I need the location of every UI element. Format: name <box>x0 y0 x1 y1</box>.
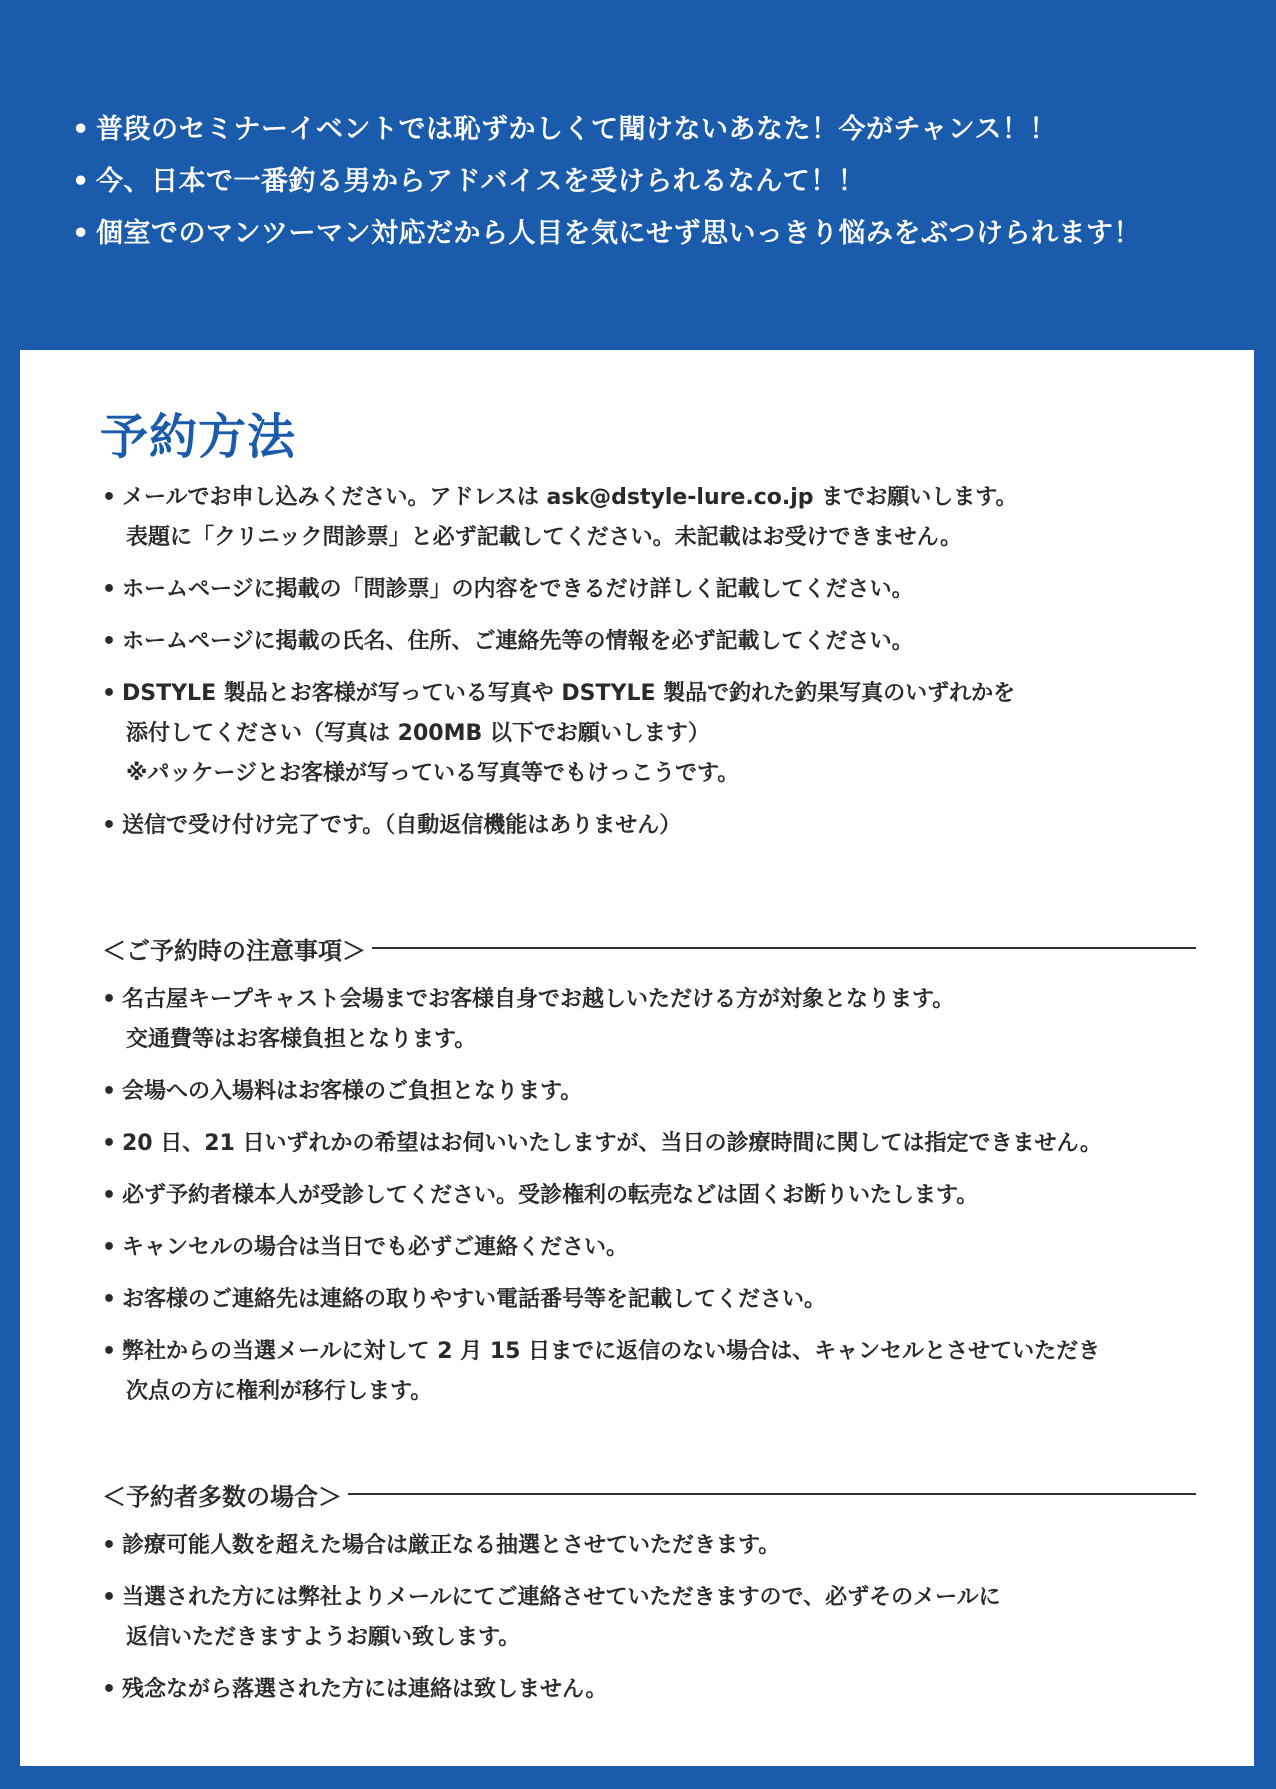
list-item-text: 必ず予約者様本人が受診してください。受診権利の転売などは固くお断りいたします。 <box>122 1183 979 1208</box>
list-item-text: 弊社からの当選メールに対して 2 月 15 日までに返信のない場合は、キャンセルとさせていただき <box>122 1339 1101 1364</box>
heading-rule <box>348 1493 1196 1495</box>
list-item <box>102 1124 1202 1164</box>
top-bullet-list <box>72 104 1252 260</box>
notes-list <box>102 980 1202 1424</box>
many-heading <box>102 1474 1196 1514</box>
list-item-text: 表題に「クリニック問診票」と必ず記載してください。未記載はお受けできません。 <box>126 525 963 550</box>
top-bullet-text: 今、日本で一番釣る男からアドバイスを受けられるなんて！！ <box>96 166 866 197</box>
list-item <box>102 1578 1202 1658</box>
list-item-text: ※パッケージとお客様が写っている写真等でもけっこうです。 <box>126 761 740 786</box>
list-item <box>102 1332 1202 1412</box>
top-bullet-text: 普段のセミナーイベントでは恥ずかしくて聞けないあなた！今がチャンス！！ <box>96 114 1057 145</box>
section-heading-label: ＜ご予約時の注意事項＞ <box>102 936 366 965</box>
page-title: 予約方法 <box>100 409 297 465</box>
list-item-text: 送信で受け付け完了です。（自動返信機能はありません） <box>122 813 682 838</box>
heading-rule <box>372 947 1196 949</box>
list-item-text: キャンセルの場合は当日でも必ずご連絡ください。 <box>122 1235 629 1260</box>
bullet-mark: • <box>102 577 117 602</box>
bullet-mark: • <box>102 1533 117 1558</box>
list-item-text: 返信いただきますようお願い致します。 <box>126 1625 521 1650</box>
bullet-mark: • <box>102 1287 117 1312</box>
list-item-text: 20 日、21 日いずれかの希望はお伺いいたしますが、当日の診療時間に関しては指定できません。 <box>122 1131 1102 1156</box>
bullet-mark: • <box>102 629 117 654</box>
reservation-panel <box>20 350 1254 1766</box>
bullet-mark: • <box>72 166 90 197</box>
bullet-mark: • <box>102 1235 117 1260</box>
bullet-mark: • <box>72 218 90 249</box>
list-item <box>102 1228 1202 1268</box>
bullet-mark: • <box>102 813 117 838</box>
list-item-text: 添付してください（写真は 200MB 以下でお願いします） <box>126 721 710 746</box>
list-item-text: 当選された方には弊社よりメールにてご連絡させていただきますので、必ずそのメールに <box>122 1585 1001 1610</box>
list-item <box>102 1670 1202 1710</box>
list-item <box>102 1280 1202 1320</box>
bullet-mark: • <box>102 681 117 706</box>
method-list <box>102 478 1202 858</box>
list-item-text: 交通費等はお客様負担となります。 <box>126 1027 477 1052</box>
list-item <box>102 1526 1202 1566</box>
section-heading-label: ＜予約者多数の場合＞ <box>102 1482 342 1511</box>
list-item-text: 診療可能人数を超えた場合は厳正なる抽選とさせていただきます。 <box>122 1533 781 1558</box>
list-item-text: 会場への入場料はお客様のご負担となります。 <box>122 1079 583 1104</box>
list-item <box>102 1176 1202 1216</box>
many-list <box>102 1526 1202 1722</box>
bullet-mark: • <box>102 1183 117 1208</box>
top-bullet-text: 個室でのマンツーマン対応だから人目を気にせず思いっきり悩みをぶつけられます！ <box>96 218 1141 249</box>
list-item <box>102 570 1202 610</box>
bullet-mark: • <box>72 114 90 145</box>
list-item <box>102 478 1202 558</box>
list-item-text: DSTYLE 製品とお客様が写っている写真や DSTYLE 製品で釣れた釣果写真のいずれかを <box>122 681 1016 706</box>
list-item <box>102 806 1202 846</box>
list-item-text: ホームページに掲載の氏名、住所、ご連絡先等の情報を必ず記載してください。 <box>122 629 914 654</box>
list-item-text: 残念ながら落選された方には連絡は致しません。 <box>122 1677 608 1702</box>
bullet-mark: • <box>102 987 117 1012</box>
list-item-text: メールでお申し込みください。アドレスは ask@dstyle-lure.co.jp までお願いします。 <box>122 485 1018 510</box>
bullet-mark: • <box>102 1677 117 1702</box>
list-item <box>102 980 1202 1060</box>
list-item <box>102 1072 1202 1112</box>
top-bullet <box>72 104 1252 156</box>
list-item <box>102 674 1202 794</box>
notes-heading <box>102 928 1196 968</box>
list-item-text: お客様のご連絡先は連絡の取りやすい電話番号等を記載してください。 <box>122 1287 827 1312</box>
bullet-mark: • <box>102 1585 117 1610</box>
list-item <box>102 622 1202 662</box>
top-bullet <box>72 208 1252 260</box>
bullet-mark: • <box>102 1131 117 1156</box>
list-item-text: 次点の方に権利が移行します。 <box>126 1379 433 1404</box>
list-item-text: ホームページに掲載の「問診票」の内容をできるだけ詳しく記載してください。 <box>122 577 914 602</box>
bullet-mark: • <box>102 1339 117 1364</box>
bullet-mark: • <box>102 1079 117 1104</box>
list-item-text: 名古屋キープキャスト会場までお客様自身でお越しいただける方が対象となります。 <box>122 987 955 1012</box>
bullet-mark: • <box>102 485 117 510</box>
top-bullet <box>72 156 1252 208</box>
